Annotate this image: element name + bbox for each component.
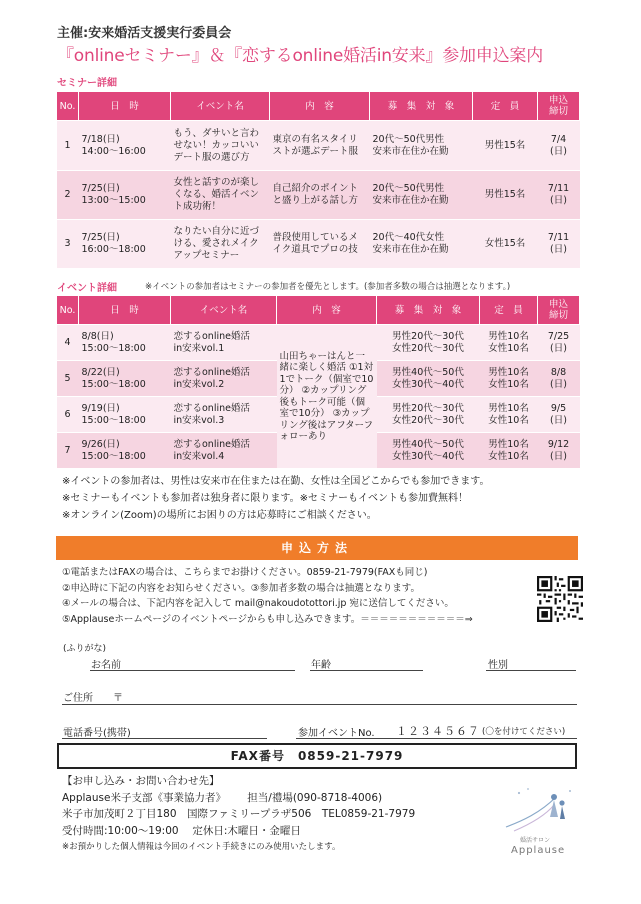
phone-field[interactable] (62, 738, 267, 739)
col-deadline: 申込 締切 (538, 296, 580, 325)
privacy-note: ※お預かりした個人情報は今回のイベント手続きにのみ使用いたします。 (62, 842, 341, 852)
contact-org: Applause米子支部《事業協力者》 (62, 791, 226, 804)
apply-step: ①電話またはFAXの場合は、こちらまでお掛けください。0859-21-7979(FAXも同じ) (62, 567, 428, 578)
row-no: 7 (57, 433, 79, 469)
row-target: 男性20代〜30代 女性20代〜30代 (377, 325, 480, 361)
address-field[interactable] (62, 704, 577, 705)
event-priority-note: ※イベントの参加者はセミナーの参加者を優先とします。(参加者多数の場合は抽選となります。) (145, 282, 511, 292)
remarks (62, 473, 489, 524)
qr-code-icon[interactable] (537, 576, 583, 622)
contact-block (62, 773, 415, 856)
furigana-label: (ふりがな) (63, 644, 107, 654)
row-deadline: 7/4 (日) (538, 121, 580, 171)
logo-wordmark: Applause (511, 845, 566, 856)
row-no: 1 (57, 121, 79, 171)
gender-field[interactable] (486, 670, 576, 671)
row-target: 男性40代〜50代 女性30代〜40代 (377, 433, 480, 469)
event-table (56, 295, 580, 469)
postal-mark: 〒 (113, 693, 123, 704)
col-no: No. (57, 92, 79, 121)
apply-step: ②申込時に下記の内容をお知らせください。③参加者多数の場合は抽選となります。 (62, 582, 420, 594)
row-no: 5 (57, 361, 79, 397)
remark-line: ※イベントの参加者は、男性は安来市在住または在勤、女性は全国どこからでも参加できます。 (62, 476, 490, 487)
row-target: 男性20代〜30代 女性20代〜30代 (377, 397, 480, 433)
col-capacity: 定 員 (480, 296, 538, 325)
age-label: 年齢 (311, 660, 331, 671)
row-deadline: 8/8 (日) (538, 361, 580, 397)
col-no: No. (57, 296, 79, 325)
row-capacity: 男性10名 女性10名 (480, 325, 538, 361)
col-deadline: 申込 締切 (538, 92, 580, 121)
col-target: 募 集 対 象 (370, 92, 473, 121)
page-title: 『onlineセミナー』＆『恋するonline婚活in安来』参加申込案内 (57, 46, 544, 66)
row-event-name: もう、ダサいと言わせない！カッコいいデート服の選び方 (171, 121, 270, 171)
name-field[interactable] (90, 670, 295, 671)
row-event-name: 恋するonline婚活 in安来vol.1 (171, 325, 277, 361)
col-event-name: イベント名 (171, 92, 270, 121)
row-datetime: 9/26(日) 15:00〜18:00 (79, 433, 171, 469)
row-capacity: 男性15名 (473, 121, 538, 171)
row-event-name: なりたい自分に近づける、愛されメイクアップセミナー (171, 220, 270, 269)
table-row (57, 325, 580, 361)
remark-line: ※オンライン(Zoom)の場所にお困りの方は応募時にご相談ください。 (62, 510, 377, 521)
row-capacity: 男性10名 女性10名 (480, 433, 538, 469)
table-row (57, 121, 580, 171)
col-target: 募 集 対 象 (377, 296, 480, 325)
row-capacity: 男性10名 女性10名 (480, 361, 538, 397)
row-event-name: 恋するonline婚活 in安来vol.4 (171, 433, 277, 469)
row-target: 20代〜40代女性 安来市在住か在勤 (370, 220, 473, 269)
row-no: 4 (57, 325, 79, 361)
row-deadline: 7/25 (日) (538, 325, 580, 361)
row-no: 3 (57, 220, 79, 269)
seminar-section-label: セミナー詳細 (57, 78, 117, 89)
row-deadline: 9/12 (日) (538, 433, 580, 469)
row-no: 2 (57, 171, 79, 220)
row-datetime: 7/25(日) 16:00〜18:00 (79, 220, 171, 269)
contact-person: 担当/禮場(090-8718-4006) (247, 791, 383, 804)
col-content: 内 容 (270, 92, 370, 121)
event-no-options[interactable]: １２３４５６７ (396, 725, 480, 738)
row-content: 東京の有名スタイリストが選ぶデート服 (270, 121, 370, 171)
table-row (57, 171, 580, 220)
row-datetime: 8/22(日) 15:00〜18:00 (79, 361, 171, 397)
fax-number-box: FAX番号 0859-21-7979 (57, 743, 577, 769)
address-label: ご住所 (63, 693, 93, 704)
row-datetime: 7/25(日) 13:00〜15:00 (79, 171, 171, 220)
event-no-label: 参加イベントNo. (298, 728, 375, 739)
organizer: 主催:安来婚活支援実行委員会 (57, 26, 232, 41)
row-content: 自己紹介のポイントと盛り上がる話し方 (270, 171, 370, 220)
row-deadline: 7/11 (日) (538, 171, 580, 220)
row-event-name: 恋するonline婚活 in安来vol.2 (171, 361, 277, 397)
contact-heading: 【お申し込み・お問い合わせ先】 (62, 775, 220, 787)
remark-line: ※セミナーもイベントも参加者は独身者に限ります。※セミナーもイベントも参加費無料！ (62, 493, 468, 504)
row-datetime: 9/19(日) 15:00〜18:00 (79, 397, 171, 433)
row-target: 20代〜50代男性 安来市在住か在勤 (370, 121, 473, 171)
row-event-name: 恋するonline婚活 in安来vol.3 (171, 397, 277, 433)
gender-label: 性別 (488, 660, 508, 671)
seminar-header-row (57, 92, 580, 121)
event-no-hint: (〇を付けてください) (482, 727, 566, 737)
event-content-merged: 山田ちゃーはんと一緒に楽しく婚活 ①1対1でトーク（個室で10分） ②カップリング後もトーク可能（個室で10分） ③カップリング後はアフターフォローあり (277, 325, 377, 469)
logo-subtitle: 婚活サロン (520, 837, 551, 844)
event-header-row (57, 296, 580, 325)
name-label: お名前 (91, 660, 121, 671)
contact-org-line (62, 790, 415, 807)
col-event-name: イベント名 (171, 296, 277, 325)
apply-step: ⑤Applauseホームページのイベントページからも申し込みできます。＝＝＝＝＝＝＝＝＝＝＝⇒ (62, 613, 473, 625)
row-capacity: 女性15名 (473, 220, 538, 269)
age-field[interactable] (310, 670, 423, 671)
table-row (57, 220, 580, 269)
col-content: 内 容 (277, 296, 377, 325)
row-target: 20代〜50代男性 安来市在住か在勤 (370, 171, 473, 220)
row-capacity: 男性15名 (473, 171, 538, 220)
apply-step: ④メールの場合は、下記内容を記入して mail@nakoudotottori.jp 宛に送信してください。 (62, 598, 454, 609)
col-datetime: 日 時 (79, 296, 171, 325)
row-no: 6 (57, 397, 79, 433)
row-content: 普段使用しているメイク道具でプロの技 (270, 220, 370, 269)
row-datetime: 7/18(日) 14:00〜16:00 (79, 121, 171, 171)
event-section-label: イベント詳細 (57, 283, 117, 294)
seminar-table (56, 91, 580, 269)
row-event-name: 女性と話すのが楽しくなる、婚活イベント成功術！ (171, 171, 270, 220)
row-target: 男性40代〜50代 女性30代〜40代 (377, 361, 480, 397)
row-datetime: 8/8(日) 15:00〜18:00 (79, 325, 171, 361)
apply-steps (62, 565, 473, 627)
col-datetime: 日 時 (79, 92, 171, 121)
col-capacity: 定 員 (473, 92, 538, 121)
apply-method-heading: 申込方法 (56, 536, 578, 560)
row-capacity: 男性10名 女性10名 (480, 397, 538, 433)
contact-hours: 受付時間:10:00〜19:00 定休日:木曜日・金曜日 (62, 824, 301, 837)
row-deadline: 9/5 (日) (538, 397, 580, 433)
row-deadline: 7/11 (日) (538, 220, 580, 269)
contact-address: 米子市加茂町２丁目180 国際ファミリープラザ506 TEL0859-21-7979 (62, 808, 416, 820)
phone-label: 電話番号(携帯) (63, 728, 131, 739)
event-no-underline (296, 738, 577, 739)
